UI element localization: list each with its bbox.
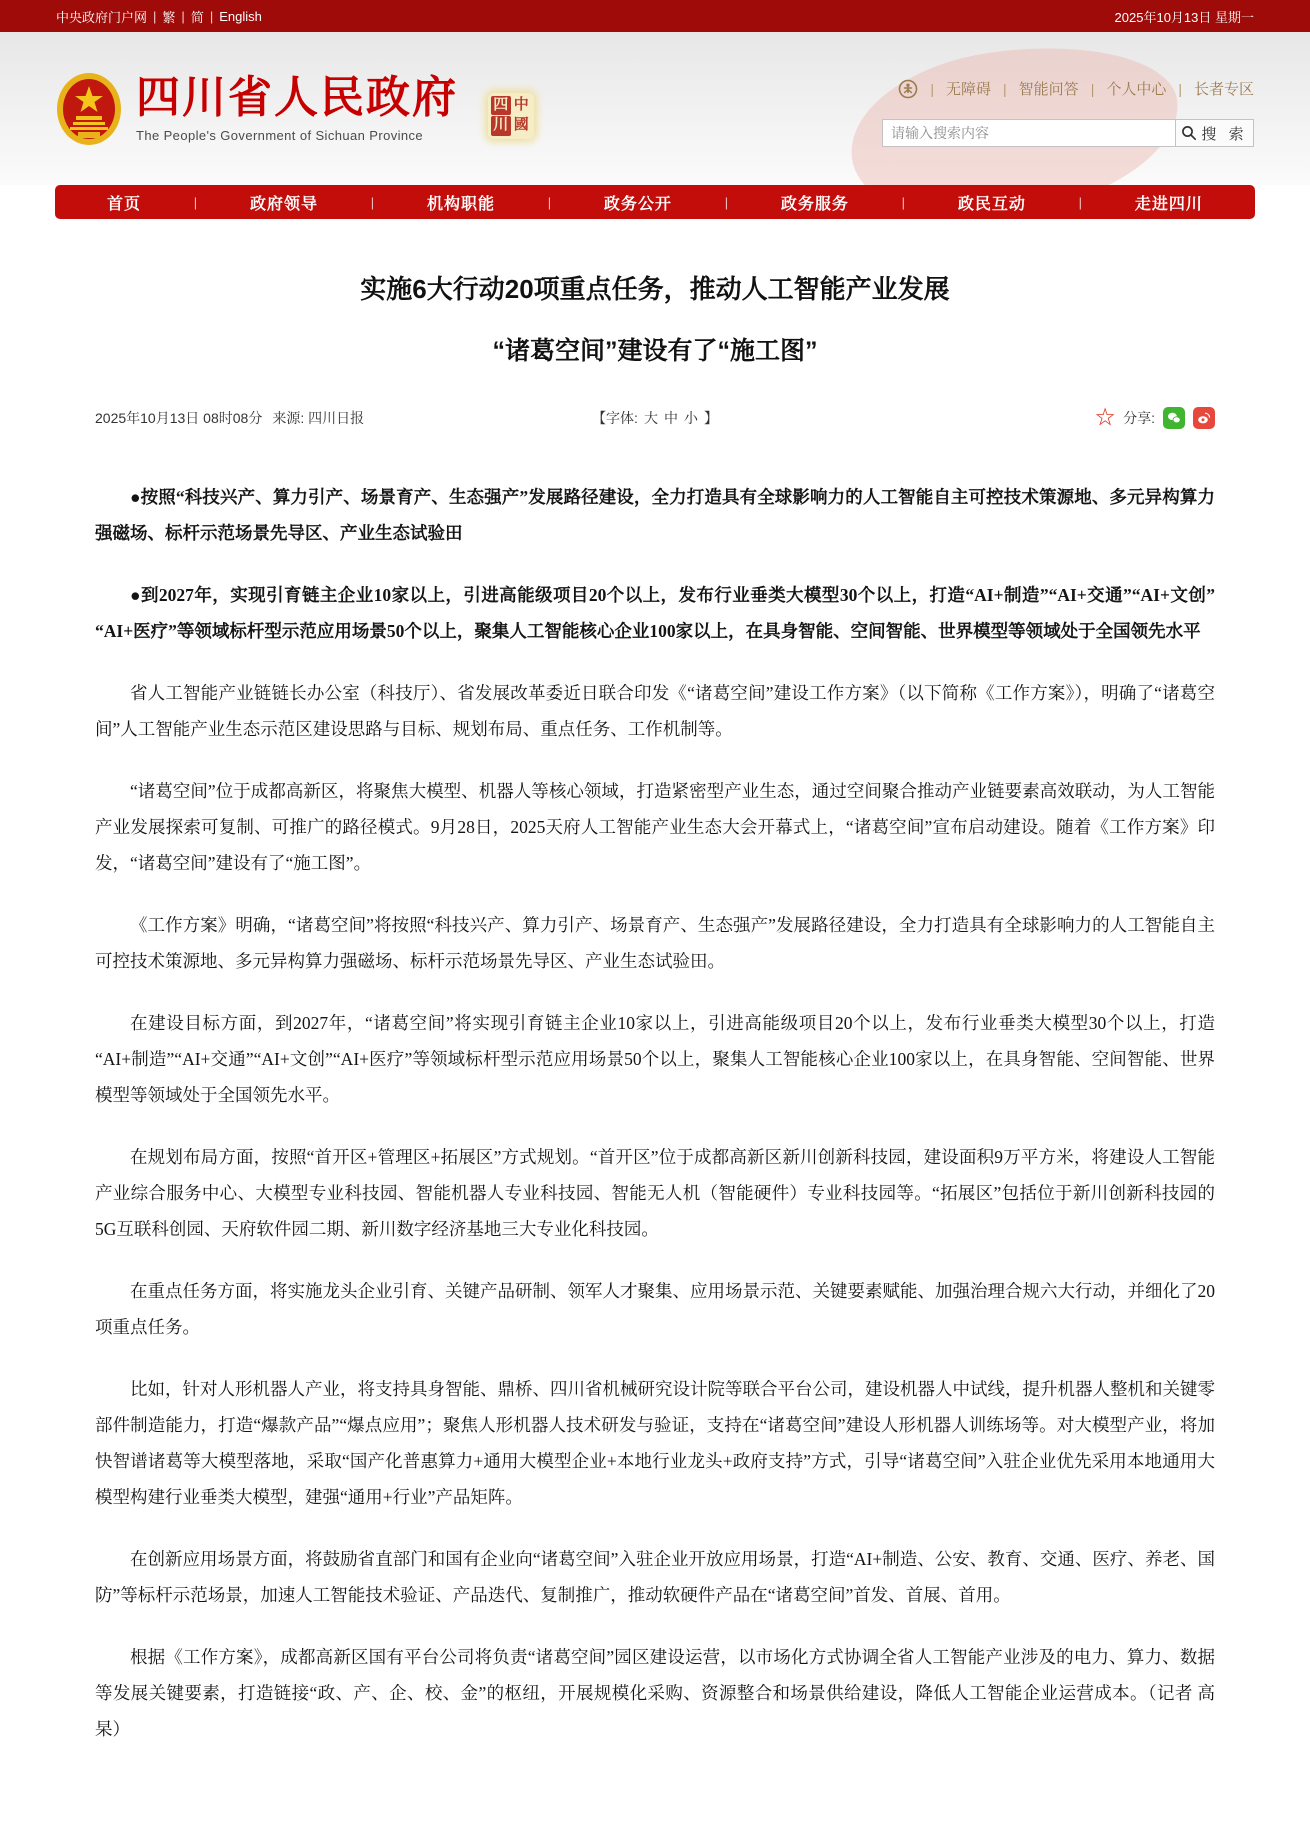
body-paragraph: 省人工智能产业链链长办公室（科技厅）、省发展改革委近日联合印发《“诸葛空间”建设工作方案》（以下简称《工作方案》），明确了“诸葛空间”人工智能产业生态示范区建设思路与目标、规划布局、重点任务、工作机制等。: [95, 683, 1215, 740]
simplified-chinese-link[interactable]: 简: [190, 9, 204, 25]
article-title-line1: 实施6大行动20项重点任务，推动人工智能产业发展: [360, 274, 950, 304]
divider: |: [1003, 80, 1007, 97]
search-button-label: 搜 索: [1201, 125, 1248, 143]
divider: |: [547, 194, 552, 210]
article: [95, 219, 1215, 1833]
body-paragraph: 在创新应用场景方面，将鼓励省直部门和国有企业向“诸葛空间”入驻企业开放应用场景，打造“AI+制造、公安、教育、交通、医疗、养老、国防”等标杆示范场景，加速人工智能技术验证、产品迭代、复制推广，推动软硬件产品在“诸葛空间”首发、首展、首用。: [95, 1549, 1215, 1606]
body-paragraph: “诸葛空间”位于成都高新区，将聚焦大模型、机器人等核心领域，打造紧密型产业生态，通过空间聚合推动产业链要素高效联动，为人工智能产业发展探索可复制、可推广的路径模式。9月28日，2025天府人工智能产业生态大会开幕式上，“诸葛空间”宣布启动建设。随着《工作方案》印发，“诸葛空间”建设有了“施工图”。: [95, 781, 1215, 874]
seal-char: 中: [513, 96, 529, 113]
divider: |: [181, 8, 185, 24]
article-body: [95, 479, 1215, 1833]
divider: |: [1090, 80, 1095, 97]
font-size-medium[interactable]: 中: [663, 410, 678, 427]
article-meta-bar: [95, 407, 1215, 429]
weibo-share-icon[interactable]: [1193, 407, 1215, 429]
font-size-small[interactable]: 小: [683, 410, 698, 427]
wechat-bubbles-icon: [1167, 411, 1181, 425]
divider: |: [930, 80, 935, 97]
smart-qa-link[interactable]: 智能问答: [1018, 81, 1079, 98]
seal-char: 川: [491, 116, 511, 136]
article-source: 来源: 四川日报: [272, 410, 365, 427]
font-size-suffix: 】: [703, 410, 718, 427]
divider: |: [901, 194, 906, 210]
search-bar: [882, 119, 1254, 147]
china-sichuan-seal-icon: [488, 93, 534, 139]
favorite-star-icon[interactable]: ☆: [1095, 407, 1116, 430]
weibo-eye-icon: [1197, 411, 1211, 425]
divider: |: [724, 194, 729, 210]
nav-discover-sichuan[interactable]: 走进四川: [1134, 195, 1203, 213]
site-header: [0, 32, 1310, 185]
site-title: 四川省人民政府: [136, 72, 458, 122]
seal-char: 四: [491, 96, 511, 116]
search-input[interactable]: [883, 120, 1175, 146]
body-paragraph: 在重点任务方面，将实施龙头企业引育、关键产品研制、领军人才聚集、应用场景示范、关键要素赋能、加强治理合规六大行动，并细化了20项重点任务。: [95, 1281, 1215, 1338]
accessibility-link[interactable]: 无障碍: [946, 81, 992, 98]
body-paragraph: 比如，针对人形机器人产业，将支持具身智能、鼎桥、四川省机械研究设计院等联合平台公司，建设机器人中试线，提升机器人整机和关键零部件制造能力，打造“爆款产品”“爆点应用”；聚焦人形机器人技术研发与验证，支持在“诸葛空间”建设人形机器人训练场等。对大模型产业，将加快智谱诸葛等大模型落地，采取“国产化普惠算力+通用大模型企业+本地行业龙头+政府支持”方式，引导“诸葛空间”入驻企业优先采用本地通用大模型构建行业垂类大模型，建强“通用+行业”产品矩阵。: [95, 1379, 1215, 1508]
body-paragraph: 在建设目标方面，到2027年，“诸葛空间”将实现引育链主企业10家以上，引进高能级项目20个以上，发布行业垂类大模型30个以上，打造“AI+制造”“AI+交通”“AI+文创”“AI+医疗”等领域标杆型示范应用场景50个以上，聚集人工智能核心企业100家以上，在具身智能、空间智能、世界模型等领域处于全国领先水平。: [95, 1013, 1215, 1106]
main-nav-wrap: [0, 185, 1310, 219]
body-paragraph: 《工作方案》明确，“诸葛空间”将按照“科技兴产、算力引产、场景育产、生态强产”发展路径建设，全力打造具有全球影响力的人工智能自主可控技术策源地、多元异构算力强磁场、标杆示范场景先导区、产业生态试验田。: [95, 915, 1215, 972]
wechat-share-icon[interactable]: [1163, 407, 1185, 429]
highlight-paragraph: ●按照“科技兴产、算力引产、场景育产、生态强产”发展路径建设，全力打造具有全球影响力的人工智能自主可控技术策源地、多元异构算力强磁场、标杆示范场景先导区、产业生态试验田: [95, 487, 1215, 544]
seal-char: 國: [513, 117, 529, 134]
highlight-paragraph: ●到2027年，实现引育链主企业10家以上，引进高能级项目20个以上，发布行业垂类大模型30个以上，打造“AI+制造”“AI+交通”“AI+文创”“AI+医疗”等领域标杆型示范应用场景50个以上，聚集人工智能核心企业100家以上，在具身智能、空间智能、世界模型等领域处于全国领先水平: [95, 585, 1215, 642]
body-paragraph: 根据《工作方案》，成都高新区国有平台公司将负责“诸葛空间”园区建设运营，以市场化方式协调全省人工智能产业涉及的电力、算力、数据等发展关键要素，打造链接“政、产、企、校、金”的枢纽，开展规模化采购、资源整合和场景供给建设，降低人工智能企业运营成本。（记者 高杲）: [95, 1647, 1215, 1740]
article-title-line2: “诸葛空间”建设有了“施工图”: [492, 337, 818, 366]
divider: |: [193, 194, 198, 210]
nav-government-services[interactable]: 政务服务: [780, 195, 849, 213]
personal-center-link[interactable]: 个人中心: [1106, 81, 1167, 98]
nav-government-leaders[interactable]: 政府领导: [249, 195, 318, 213]
nav-home[interactable]: 首页: [107, 195, 142, 213]
accessibility-icon[interactable]: [898, 79, 918, 99]
site-subtitle: The People's Government of Sichuan Province: [136, 128, 424, 144]
font-size-large[interactable]: 大: [643, 410, 658, 427]
quick-links: [898, 78, 1254, 99]
site-logo[interactable]: [56, 72, 534, 146]
font-size-widget: [592, 408, 718, 428]
divider: |: [153, 8, 157, 24]
main-nav: [55, 185, 1255, 219]
current-date: 2025年10月13日 星期一: [1114, 9, 1254, 25]
nav-government-affairs-disclosure[interactable]: 政务公开: [603, 195, 672, 213]
body-paragraph: 在规划布局方面，按照“首开区+管理区+拓展区”方式规划。“首开区”位于成都高新区新川创新科技园，建设面积9万平方米，将建设人工智能产业综合服务中心、大模型专业科技园、智能机器人专业科技园、智能无人机（智能硬件）专业科技园等。“拓展区”包括位于新川创新科技园的5G互联科创园、天府软件园二期、新川数字经济基地三大专业化科技园。: [95, 1147, 1215, 1240]
nav-institutional-functions[interactable]: 机构职能: [426, 195, 495, 213]
traditional-chinese-link[interactable]: 繁: [162, 9, 176, 25]
divider: |: [1078, 194, 1083, 210]
publish-datetime: 2025年10月13日 08时08分: [95, 410, 263, 427]
nav-public-interaction[interactable]: 政民互动: [957, 195, 1026, 213]
english-link[interactable]: English: [219, 8, 262, 24]
font-size-prefix: 【字体:: [592, 410, 638, 427]
senior-zone-link[interactable]: 长者专区: [1193, 81, 1254, 98]
national-emblem-icon: [56, 72, 122, 146]
share-label: 分享:: [1123, 410, 1155, 427]
search-icon: [1181, 125, 1197, 141]
top-utility-bar: [0, 0, 1310, 32]
central-gov-portal-link[interactable]: 中央政府门户网: [56, 9, 148, 25]
divider: |: [1178, 80, 1182, 97]
divider: |: [370, 194, 375, 210]
divider: |: [209, 8, 214, 24]
search-button[interactable]: [1175, 120, 1253, 146]
